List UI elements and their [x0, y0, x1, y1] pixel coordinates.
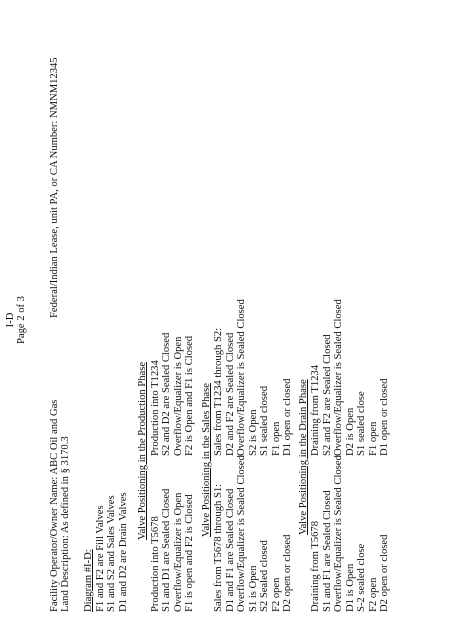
sales-right-line: Overflow/Equalizer is Sealed Closed	[236, 299, 247, 456]
sales-right-line: S2 is Open	[248, 409, 259, 456]
sales-left-line: Sales from T5678 through S1:	[213, 483, 224, 612]
drain-phase-heading: Valve Positioning in the Drain Phase	[298, 379, 309, 535]
drain-right-line: F1 open	[368, 421, 379, 456]
drain-right-line: S1 sealed close	[356, 391, 367, 456]
production-right-line: F2 is Open and F1 is Closed	[184, 335, 195, 456]
page-id: I-D	[5, 312, 16, 328]
drain-right-line: Draining from T1234	[310, 364, 321, 456]
sales-phase-heading: Valve Positioning in the Sales Phase	[201, 383, 212, 537]
production-right-line: Production into T1234	[150, 360, 161, 456]
drain-right-line: Overflow/Equalizer is Sealed Closed	[333, 299, 344, 456]
sales-left-line: S1 is Open	[248, 565, 259, 612]
sales-right-line: Sales from T1234 through S2:	[213, 327, 224, 456]
sales-right-line: D1 open or closed	[282, 378, 293, 456]
sales-right-line: D2 and F2 are Sealed Closed	[225, 332, 236, 456]
drain-left-line: S-2 sealed close	[356, 543, 367, 612]
production-left-line: S1 and D1 are Sealed Closed	[161, 488, 172, 612]
sales-left-line: F2 open	[271, 577, 282, 612]
drain-left-line: F2 open	[368, 577, 379, 612]
drain-left-line: D2 open or closed	[379, 534, 390, 612]
drain-left-line: S1 and F1 are Sealed Closed	[322, 490, 333, 612]
page-number: Page 2 of 3	[16, 296, 27, 344]
operator-name: Facility Operator/Owner Name: ABC Oil and Gas	[49, 399, 60, 612]
diagram-line: S1 and S2 and Sales Valves	[106, 495, 117, 612]
diagram-line: F1 and F2 are Fill Valves	[95, 505, 106, 612]
drain-right-line: S2 and F2 are Sealed Closed	[322, 334, 333, 456]
sales-right-line: S1 sealed closed	[259, 385, 270, 456]
sales-left-line: D1 and F1 are Sealed Closed	[225, 488, 236, 612]
production-left-line: Overflow/Equalizer is Open	[173, 492, 184, 612]
sales-right-line: F1 open	[271, 421, 282, 456]
production-left-line: Production into T5678	[150, 516, 161, 612]
drain-right-line: D2 is Open	[345, 407, 356, 456]
sales-left-line: S2 Sealed closed	[259, 540, 270, 612]
sales-left-line: Overflow/Equalizer is Sealed Closed	[236, 455, 247, 612]
diagram-line: D1 and D2 are Drain Valves	[118, 492, 129, 612]
production-left-line: F1 is open and F2 is Closed	[184, 494, 195, 612]
diagram-title: Diagram #I-D:	[83, 549, 94, 612]
drain-left-line: Draining from T5678	[310, 520, 321, 612]
drain-left-line: D1 is Open	[345, 563, 356, 612]
production-right-line: Overflow/Equalizer is Open	[173, 336, 184, 456]
drain-left-line: Overflow/Equalizer is Sealed Closed	[333, 455, 344, 612]
production-phase-heading: Valve Positioning in the Production Phase	[137, 361, 148, 540]
sales-left-line: D2 open or closed	[282, 534, 293, 612]
production-right-line: S2 and D2 are Sealed Closed	[161, 332, 172, 456]
lease-number: Federal/Indian Lease, unit PA, or CA Number: NMNM12345	[49, 57, 60, 318]
drain-right-line: D1 open or closed	[379, 378, 390, 456]
land-description: Land Description: As defined in § 3170.3	[60, 436, 71, 612]
